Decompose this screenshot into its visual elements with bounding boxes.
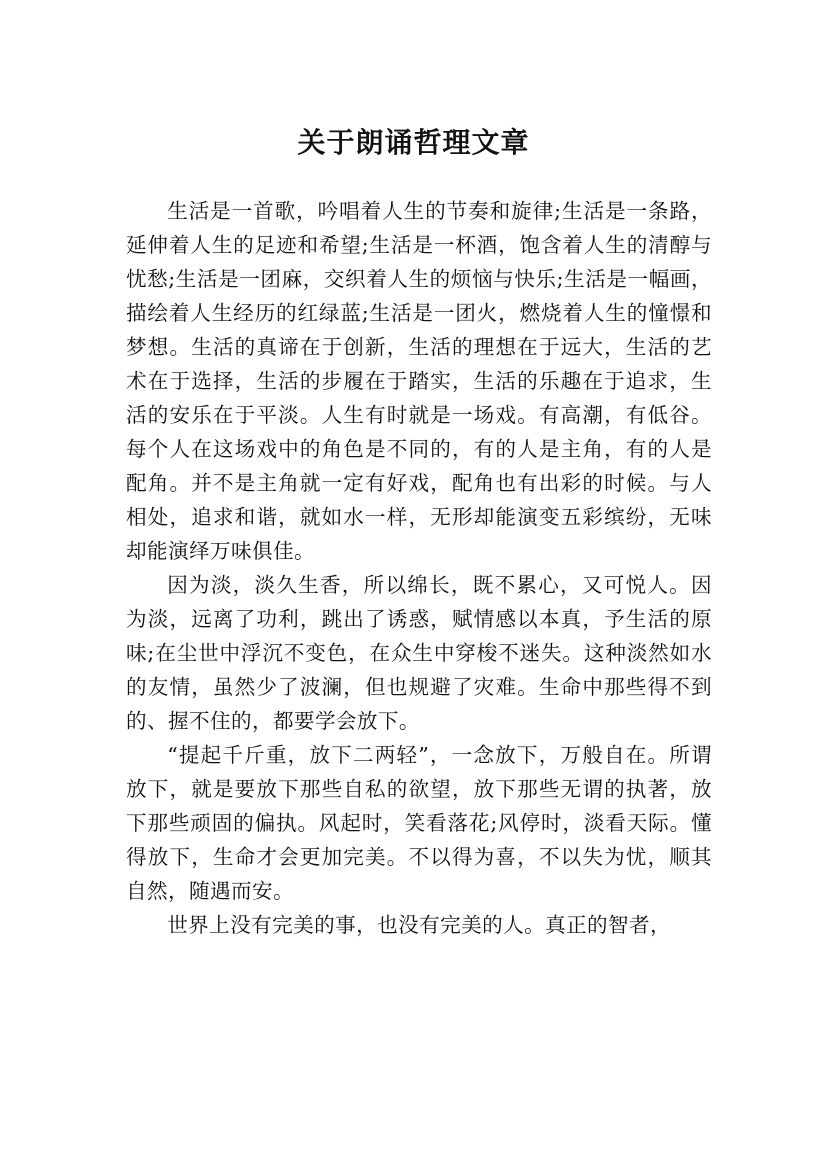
paragraph-2: 因为淡，淡久生香，所以绵长，既不累心，又可悦人。因为淡，远离了功利，跳出了诱惑，赋情感以本真，予生活的原味;在尘世中浮沉不变色，在众生中穿梭不迷失。这种淡然如水的友情，虽然少了波澜，但也规避了灾难。生命中那些得不到的、握不住的，都要学会放下。 — [126, 573, 712, 733]
paragraph-3: “提起千斤重，放下二两轻”，一念放下，万般自在。所谓放下，就是要放下那些自私的欲望，放下那些无谓的执著，放下那些顽固的偏执。风起时，笑看落花;风停时，淡看天际。懂得放下，生命才会更加完美。不以得为喜，不以失为忧，顺其自然，随遇而安。 — [126, 743, 712, 903]
document-title: 关于朗诵哲理文章 — [297, 125, 530, 159]
document-body — [126, 194, 712, 942]
paragraph-1: 生活是一首歌，吟唱着人生的节奏和旋律;生活是一条路，延伸着人生的足迹和希望;生活是一杯酒，饱含着人生的清醇与忧愁;生活是一团麻，交织着人生的烦恼与快乐;生活是一幅画，描绘着人生经历的红绿蓝;生活是一团火，燃烧着人生的憧憬和梦想。生活的真谛在于创新，生活的理想在于远大，生活的艺术在于选择，生活的步履在于踏实，生活的乐趣在于追求，生活的安乐在于平淡。人生有时就是一场戏。有高潮，有低谷。每个人在这场戏中的角色是不同的，有的人是主角，有的人是配角。并不是主角就一定有好戏，配角也有出彩的时候。与人相处，追求和谐，就如水一样，无形却能演变五彩缤纷，无味却能演绎万味俱佳。 — [126, 199, 712, 563]
paragraph-4: 世界上没有完美的事，也没有完美的人。真正的智者， — [167, 913, 672, 937]
